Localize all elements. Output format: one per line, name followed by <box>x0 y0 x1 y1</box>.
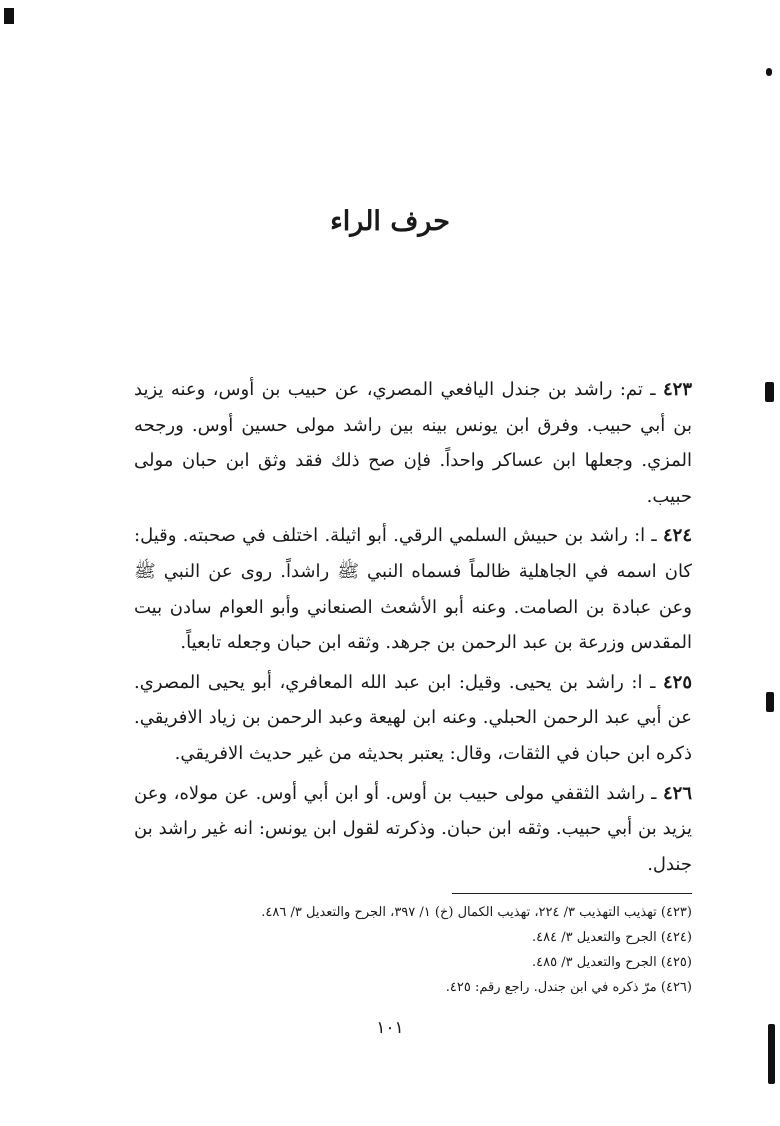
entry-text: ـ راشد الثقفي مولى حبيب بن أوس. أو ابن أبي أوس. عن مولاه، وعن يزيد بن أبي حبيب. وثقه ابن حبان. وذكرته لقول ابن يونس: انه غير راشد بن جندل. <box>134 782 692 875</box>
entry-number: ٤٢٥ <box>662 671 692 693</box>
entries-list <box>134 372 692 886</box>
page-number: ١٠١ <box>376 1018 404 1038</box>
biography-entry <box>134 518 692 660</box>
entry-text: ـ ا: راشد بن يحيى. وقيل: ابن عبد الله المعافري، أبو يحيى المصري. عن أبي عبد الرحمن الحبلي. وعنه ابن لهيعة وعبد الرحمن بن زياد الافريقي. ذكره ابن حبان في الثقات، وقال: يعتبر بحديثه من غير حديث الافريقي. <box>134 671 692 764</box>
footnotes-list <box>134 900 692 1000</box>
biography-entry <box>134 372 692 514</box>
footnote-divider <box>452 893 692 894</box>
footnote: (٤٢٤) الجرح والتعديل ٣/ ٤٨٤. <box>532 930 692 945</box>
biography-entry <box>134 776 692 883</box>
entry-number: ٤٢٤ <box>662 525 692 547</box>
entry-number: ٤٢٣ <box>662 379 692 400</box>
footnote: (٤٢٣) تهذيب التهذيب ٣/ ٢٢٤، تهذيب الكمال (خ) ١/ ٣٩٧، الجرح والتعديل ٣/ ٤٨٦. <box>261 905 692 920</box>
scan-edge-mark <box>766 68 772 76</box>
chapter-title: حرف الراء <box>330 206 450 237</box>
scan-edge-mark <box>766 692 774 712</box>
entry-text: ـ ا: راشد بن حبيش السلمي الرقي. أبو اثيلة. اختلف في صحبته. وقيل: كان اسمه في الجاهلية ظالماً فسماه النبي ﷺ راشداً. روى عن النبي ﷺ وعن عبادة بن الصامت. وعنه أبو الأشعث الصنعاني وأبو العوام سادن بيت المقدس وزرعة بن عبد الرحمن بن جرهد. وثقه ابن حبان وجعله تابعياً. <box>134 525 692 654</box>
footnote: (٤٢٥) الجرح والتعديل ٣/ ٤٨٥. <box>532 955 692 970</box>
entry-number: ٤٢٦ <box>662 782 692 804</box>
scan-edge-mark <box>765 382 774 402</box>
footnote: (٤٢٦) مرّ ذكره في ابن جندل. راجع رقم: ٤٢٥. <box>445 980 692 995</box>
biography-entry <box>134 665 692 772</box>
entry-text: ـ تم: راشد بن جندل اليافعي المصري، عن حبيب بن أوس، وعنه يزيد بن أبي حبيب. وفرق ابن يونس بينه بين راشد مولى حسين أوس. ورجحه المزي. وجعلها ابن عساكر واحداً. فإن صح ذلك فقد وثق ابن حبان مولى حبيب. <box>134 379 692 507</box>
scan-corner-mark <box>4 8 14 24</box>
